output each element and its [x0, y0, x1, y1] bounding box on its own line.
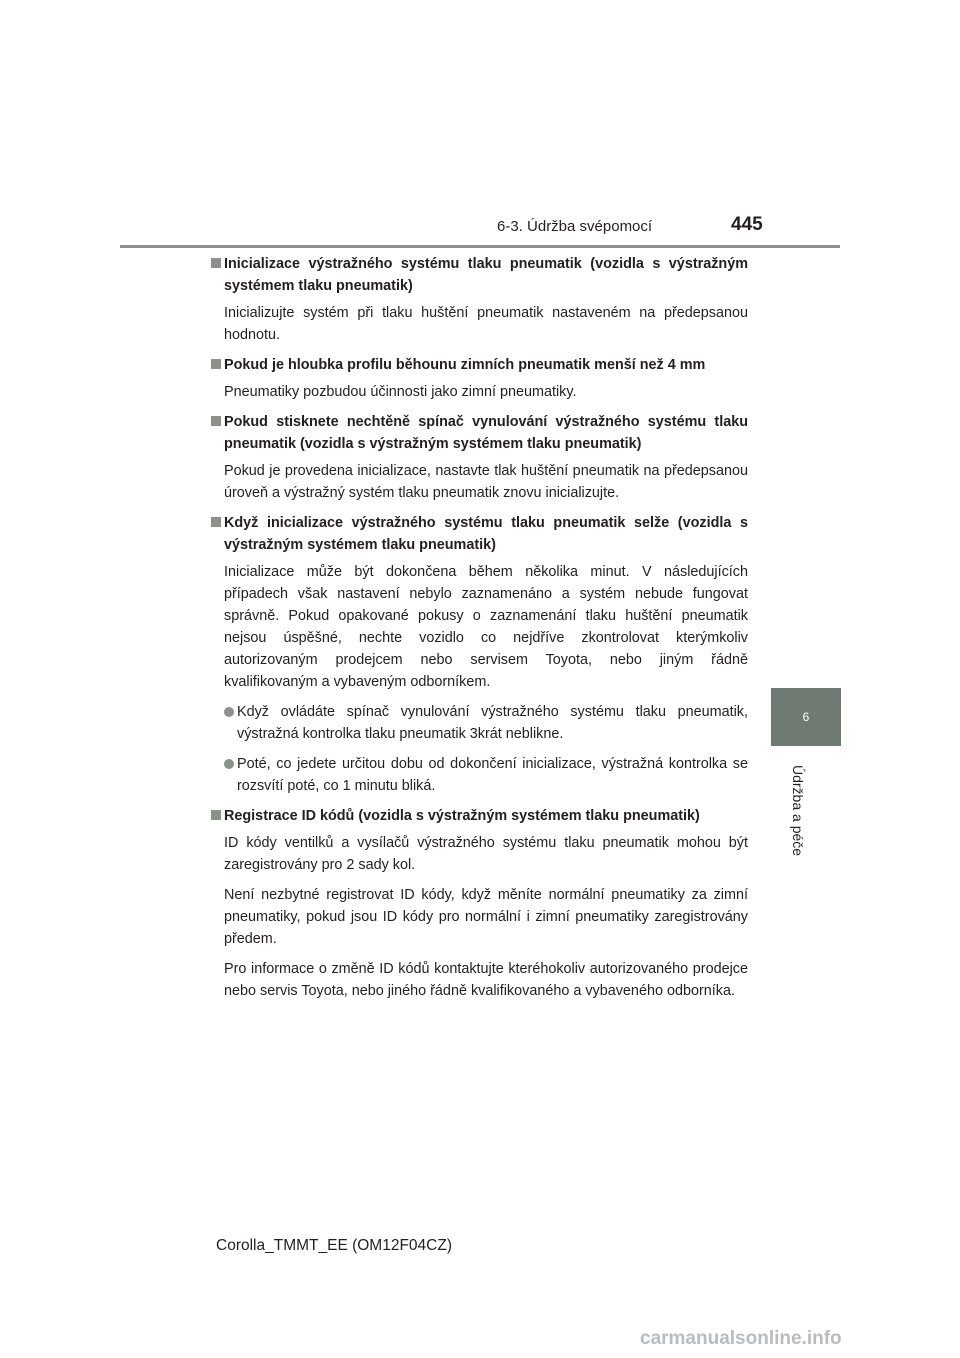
- bullet-text: Poté, co jedete určitou dobu od dokončení inicializace, výstražná kontrolka se rozsvítí poté, co 1 minutu bliká.: [237, 756, 748, 794]
- paragraph: Pro informace o změně ID kódů kontaktujte kteréhokoliv autorizovaného prodejce nebo servis Toyota, nebo jiného řádně kvalifikovaného a vybaveného odborníka.: [224, 961, 748, 999]
- bullet-item: [210, 701, 748, 745]
- paragraph: Pokud je provedena inicializace, nastavte tlak huštění pneumatik na předepsanou úroveň a výstražný systém tlaku pneumatik znovu inicializujte.: [224, 463, 748, 501]
- square-bullet-icon: [211, 359, 221, 369]
- chapter-number: 6: [802, 710, 810, 724]
- circle-bullet-icon: [224, 707, 234, 717]
- section-heading: [210, 354, 748, 376]
- paragraph: Pneumatiky pozbudou účinnosti jako zimní pneumatiky.: [224, 384, 577, 400]
- bullet-text: Když ovládáte spínač vynulování výstražného systému tlaku pneumatik, výstražná kontrolka tlaku pneumatik 3krát neblikne.: [237, 704, 748, 742]
- header-divider: [120, 245, 840, 248]
- square-bullet-icon: [211, 810, 221, 820]
- section-heading: [210, 512, 748, 556]
- paragraph: Inicializace může být dokončena během několika minut. V následujících případech však nastavení nebylo zaznamenáno a systém nebude fungovat správně. Pokud opakované pokusy o zaznamenání tlaku huštění pneumatik nejsou úspěšné, nechte vozidlo co nejdříve zkontrolovat kterýmkoliv autorizovaným prodejcem nebo servisem Toyota, nebo jiným řádně kvalifikovaným a vybaveným odborníkem.: [224, 564, 748, 690]
- manual-model-code: Corolla_TMMT_EE (OM12F04CZ): [216, 1237, 452, 1254]
- paragraph: Inicializujte systém při tlaku huštění pneumatik nastaveném na předepsanou hodnotu.: [224, 305, 748, 343]
- paragraph: Není nezbytné registrovat ID kódy, když měníte normální pneumatiky za zimní pneumatiky, pokud jsou ID kódy pro normální i zimní pneumatiky zaregistrovány předem.: [224, 887, 748, 947]
- heading-text: Inicializace výstražného systému tlaku pneumatik (vozidla s výstražným systémem tlaku pneumatik): [224, 256, 748, 294]
- heading-text: Když inicializace výstražného systému tlaku pneumatik selže (vozidla s výstražným systémem tlaku pneumatik): [224, 515, 748, 553]
- section-heading: [210, 253, 748, 297]
- square-bullet-icon: [211, 517, 221, 527]
- paragraph: ID kódy ventilků a vysílačů výstražného systému tlaku pneumatik mohou být zaregistrovány pro 2 sady kol.: [224, 835, 748, 873]
- square-bullet-icon: [211, 416, 221, 426]
- circle-bullet-icon: [224, 759, 234, 769]
- page-number: 445: [731, 214, 763, 235]
- site-watermark: carmanualsonline.info: [640, 1328, 842, 1349]
- bullet-item: [210, 753, 748, 797]
- section-title: 6-3. Údržba svépomocí: [497, 218, 653, 235]
- section-heading: [210, 805, 748, 827]
- chapter-label: Údržba a péče: [790, 765, 806, 857]
- heading-text: Pokud je hloubka profilu běhounu zimních pneumatik menší než 4 mm: [224, 357, 706, 373]
- heading-text: Registrace ID kódů (vozidla s výstražným systémem tlaku pneumatik): [224, 808, 700, 824]
- square-bullet-icon: [211, 258, 221, 268]
- page-content: [210, 253, 748, 1010]
- chapter-tab: [771, 688, 841, 746]
- heading-text: Pokud stisknete nechtěně spínač vynulování výstražného systému tlaku pneumatik (vozidla s výstražným systémem tlaku pneumatik): [224, 414, 748, 452]
- section-heading: [210, 411, 748, 455]
